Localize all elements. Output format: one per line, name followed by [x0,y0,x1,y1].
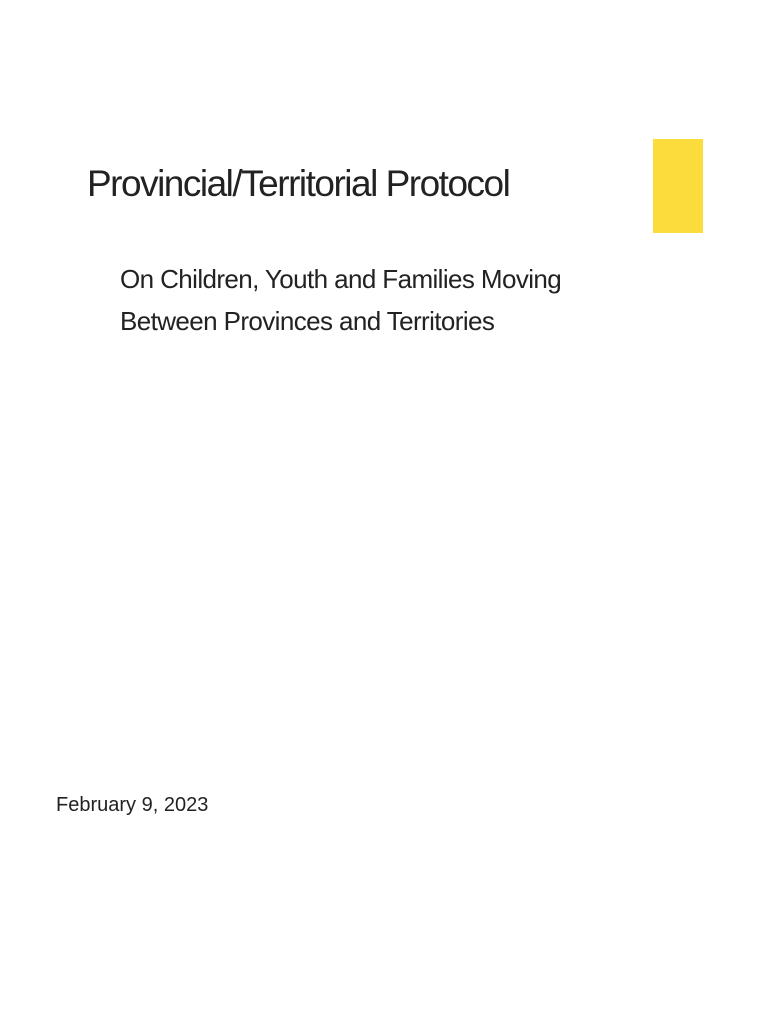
document-date: February 9, 2023 [56,794,209,816]
subtitle-line-2: Between Provinces and Territories [120,306,495,336]
document-subtitle [120,258,561,342]
subtitle-line-1: On Children, Youth and Families Moving [120,264,562,294]
accent-color-block [653,139,703,233]
document-title: Provincial/Territorial Protocol [87,163,510,204]
